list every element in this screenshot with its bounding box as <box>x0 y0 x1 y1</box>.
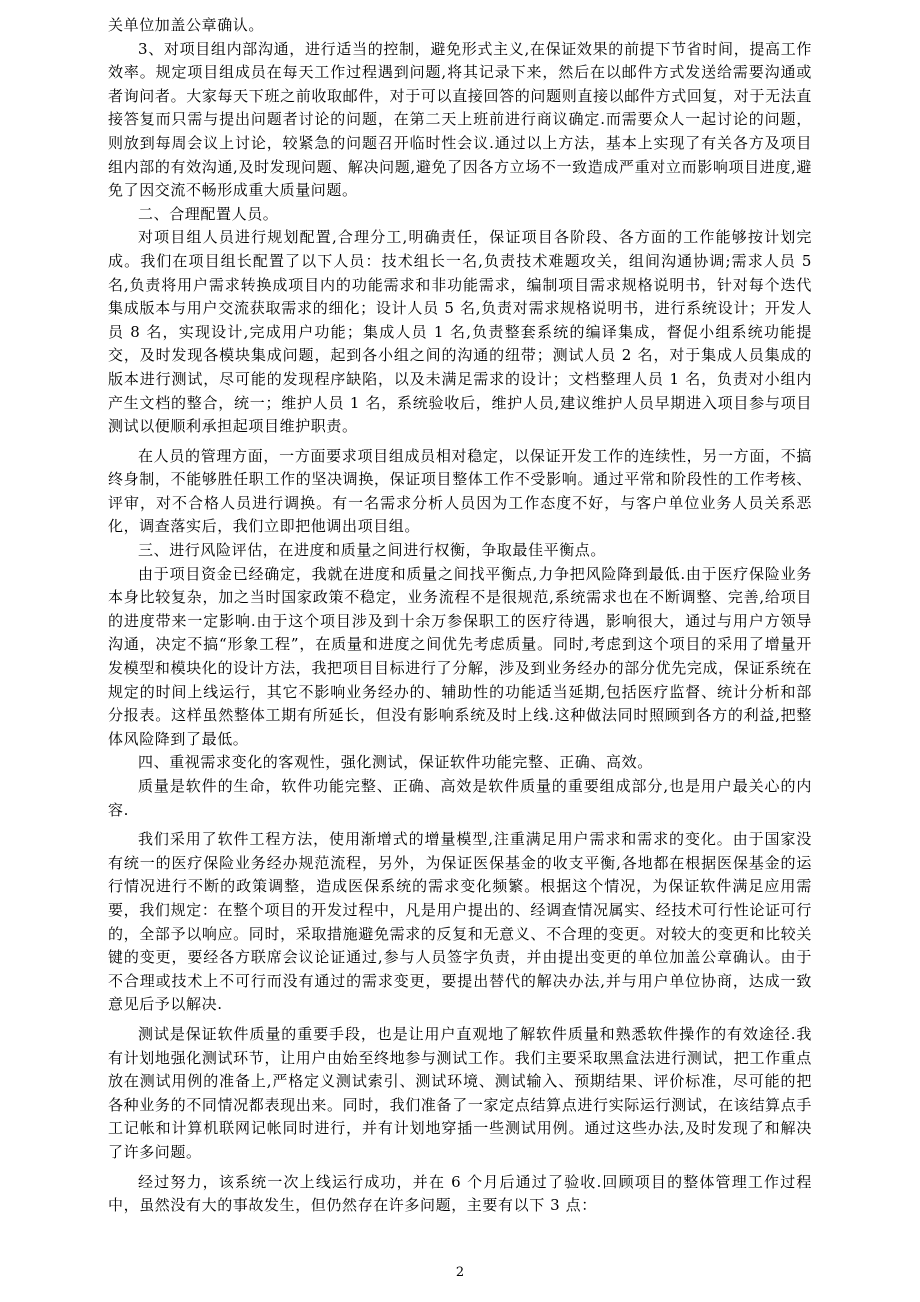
paragraph-internal-communication: 3、对项目组内部沟通，进行适当的控制，避免形式主义,在保证效果的前提下节省时间，提高工作效率。规定项目组成员在每天工作过程遇到问题,将其记录下来，然后在以邮件方式发送给需要沟通或者询问者。大家每天下班之前收取邮件，对于可以直接回答的问题则直接以邮件方式回复，对于无法直接答复而只需与提出问题者讨论的问题，在第二天上班前进行商议确定.而需要众人一起讨论的问题，则放到每周会议上讨论，较紧急的问题召开临时性会议.通过以上方法，基本上实现了有关各方及项目组内部的有效沟通,及时发现问题、解决问题,避免了因各方立场不一致造成严重对立而影响项目进度,避免了因交流不畅形成重大质量问题。 <box>108 39 812 200</box>
page-number: 2 <box>455 1265 465 1280</box>
section-heading-requirements: 四、重视需求变化的客观性，强化测试，保证软件功能完整、正确、高效。 <box>138 753 653 772</box>
section-heading-risk: 三、进行风险评估，在进度和质量之间进行权衡，争取最佳平衡点。 <box>138 541 607 560</box>
paragraph-incremental-model: 我们采用了软件工程方法，使用渐增式的增量模型,注重满足用户需求和需求的变化。由于国家没有统一的医疗保险业务经办规范流程，另外，为保证医保基金的收支平衡,各地都在根据医保基金的运行情况进行不断的政策调整，造成医保系统的需求变化频繁。根据这个情况，为保证软件满足应用需要，我们规定：在整个项目的开发过程中，凡是用户提出的、经调查情况属实、经技术可行性论证可行的，全部予以响应。同时，采取措施避免需求的反复和无意义、不合理的变更。对较大的变更和比较关键的变更，要经各方联席会议论证通过,参与人员签字负责，并由提出变更的单位加盖公章确认。由于不合理或技术上不可行而没有通过的需求变更，要提出替代的解决办法,并与用户单位协商，达成一致意见后予以解决. <box>108 830 812 1014</box>
section-heading-staffing: 二、合理配置人员。 <box>138 204 279 223</box>
paragraph-staff-allocation: 对项目组人员进行规划配置,合理分工,明确责任，保证项目各阶段、各方面的工作能够按计划完成。我们在项目组长配置了以下人员：技术组长一名,负责技术难题攻关，组间沟通协调;需求人员 5 名,负责将用户需求转换成项目内的功能需求和非功能需求，编制项目需求规格说明书，针对每个迭代集成版本与用户交流获取需求的细化；设计人员 5 名,负责对需求规格说明书，进行系统设计；开发人员 8 名，实现设计,完成用户功能；集成人员 1 名,负责整套系统的编译集成，督促小组系统功能提交，及时发现各模块集成问题，起到各小组之间的沟通的纽带；测试人员 2 名，对于集成人员集成的版本进行测试，尽可能的发现程序缺陷，以及未满足需求的设计；文档整理人员 1 名，负责对小组内产生文档的整合，统一；维护人员 1 名，系统验收后，维护人员,建议维护人员早期进入项目参与项目测试以便顺利承担起项目维护职责。 <box>108 228 812 436</box>
paragraph-testing: 测试是保证软件质量的重要手段，也是让用户直观地了解软件质量和熟悉软件操作的有效途径.我有计划地强化测试环节，让用户由始至终地参与测试工作。我们主要采取黑盒法进行测试，把工作重点放在测试用例的准备上,严格定义测试索引、测试环境、测试输入、预期结果、评价标准，尽可能的把各种业务的不同情况都表现出来。同时，我们准备了一家定点结算点进行实际运行测试，在该结算点手工记帐和计算机联网记帐同时进行，并有计划地穿插一些测试用例。通过这些办法,及时发现了和解决了许多问题。 <box>108 1024 812 1161</box>
paragraph-continuation: 关单位加盖公章确认。 <box>108 16 265 34</box>
paragraph-staff-management: 在人员的管理方面，一方面要求项目组成员相对稳定，以保证开发工作的连续性，另一方面，不搞终身制，不能够胜任职工作的坚决调换，保证项目整体工作不受影响。通过平常和阶段性的工作考核、评审，对不合格人员进行调换。有一名需求分析人员因为工作态度不好，与客户单位业务人员关系恶化，调查落实后，我们立即把他调出项目组。 <box>108 446 812 536</box>
paragraph-risk-balance: 由于项目资金已经确定，我就在进度和质量之间找平衡点,力争把风险降到最低.由于医疗保险业务本身比较复杂，加之当时国家政策不稳定，业务流程不是很规范,系统需求也在不断调整、完善,给项目的进度带来一定影响.由于这个项目涉及到十余万参保职工的医疗待遇，影响很大，通过与用户方领导沟通，决定不搞“形象工程”，在质量和进度之间优先考虑质量。同时,考虑到这个项目的采用了增量开发模型和模块化的设计方法，我把项目目标进行了分解，涉及到业务经办的部分优先完成，保证系统在规定的时间上线运行，其它不影响业务经办的、辅助性的功能适当延期,包括医疗监督、统计分析和部分报表。这样虽然整体工期有所延长，但没有影响系统及时上线.这种做法同时照顾到各方的利益,把整体风险降到了最低。 <box>108 564 812 748</box>
paragraph-conclusion: 经过努力，该系统一次上线运行成功，并在 6 个月后通过了验收.回顾项目的整体管理工作过程中，虽然没有大的事故发生，但仍然存在许多问题，主要有以下 3 点： <box>108 1172 812 1215</box>
paragraph-quality-life: 质量是软件的生命，软件功能完整、正确、高效是软件质量的重要组成部分,也是用户最关心的内容. <box>108 777 812 819</box>
